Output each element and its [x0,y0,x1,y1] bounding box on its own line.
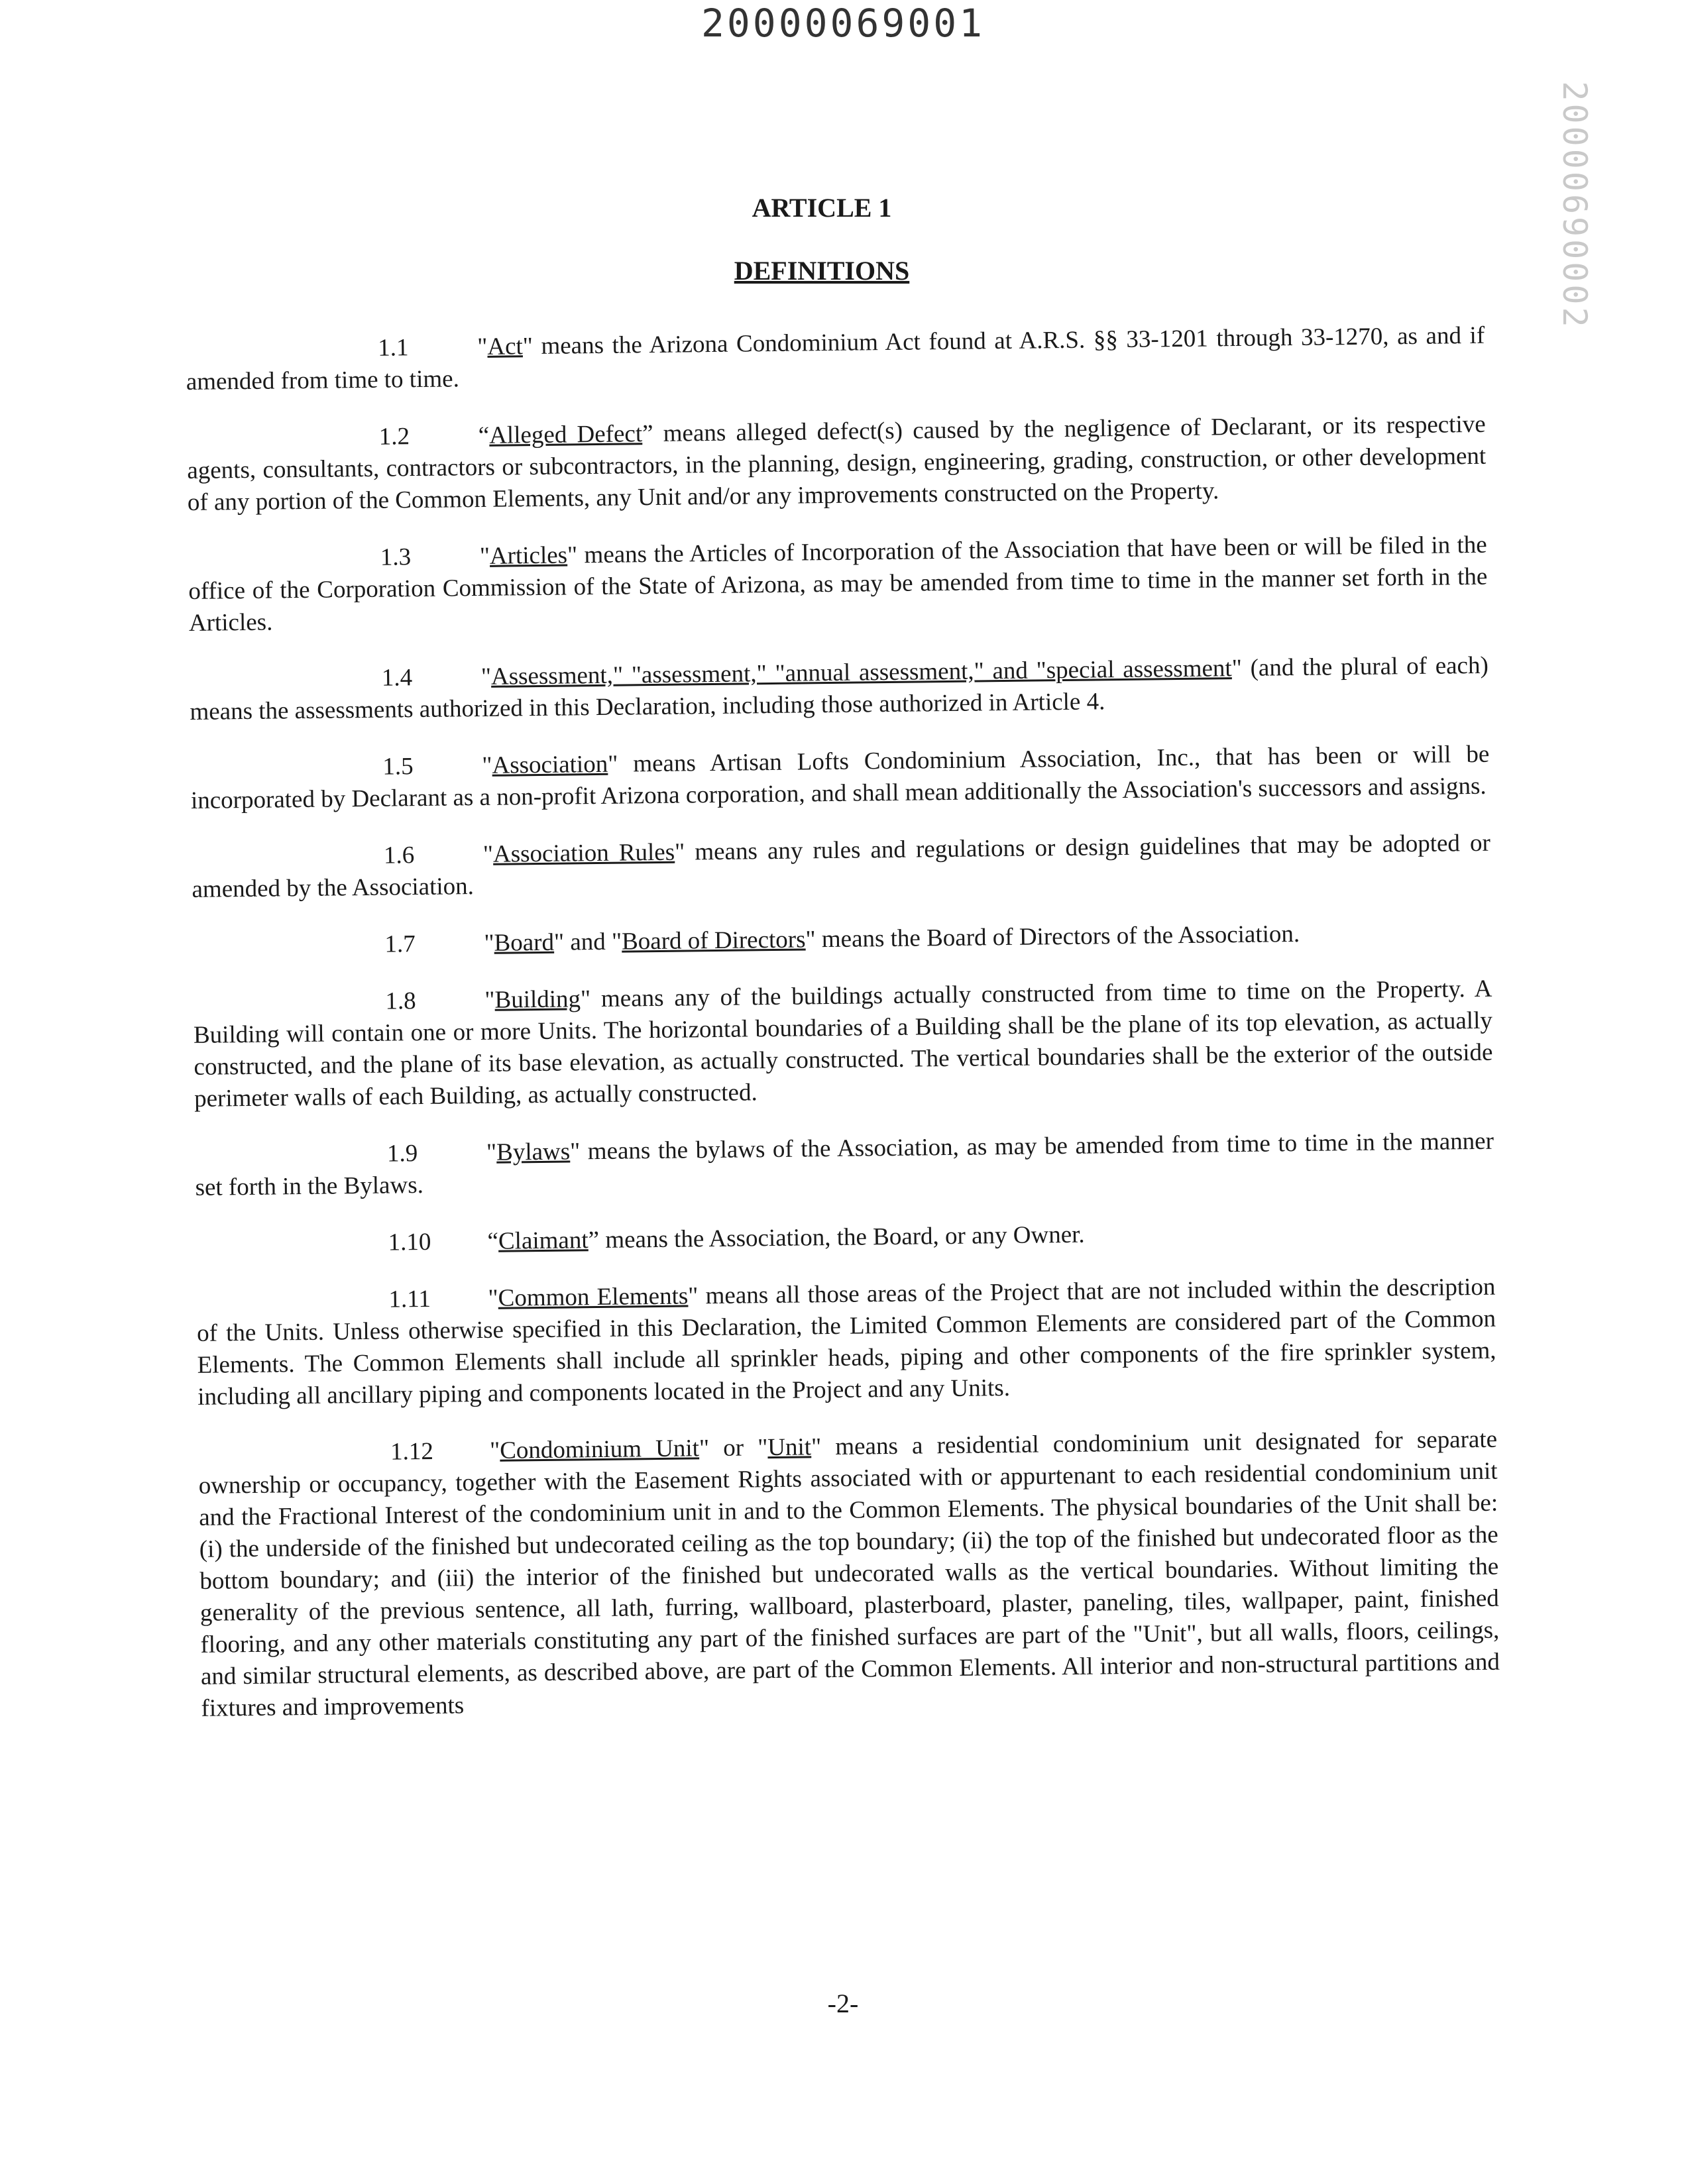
document-number: 20000069001 [701,1,985,46]
definition-term: Articles [489,541,568,570]
definition-item: 1.11 "Common Elements" means all those areas of the Project that are not included within the description of the Units. Unless otherwise specified in this Declaration, the Limited Common Elements are considered part of the Common Elements. The Common Elements shall include all sprinkler heads, piping and other components of the fire sprinkler system, including all ancillary piping and components located in the Project and any Units. [196,1273,1496,1411]
definition-term: Association Rules [492,838,675,868]
page-number: -2- [827,1989,859,2018]
definition-item: 1.8 "Building" means any of the buildings actually constructed from time to time on the Property. A Building will contain one or more Units. The horizontal boundaries of a Building shall be the plane of its top elevation, as actually constructed, and the plane of its base elevation, as actually constructed. The vertical boundaries shall be the exterior of the outside perimeter walls of each Building, as actually constructed. [193,975,1493,1113]
definition-term: Claimant [498,1227,589,1255]
definition-text: (and the plural of each) means the assessments authorized in this Declaration, including those authorized in Article 4. [190,651,1489,726]
definition-number: 1.10 [388,1228,431,1256]
side-stamp-text: 20000690002 [1555,81,1594,330]
definition-term: Building [494,985,581,1014]
definitions-list [186,320,1500,1750]
article-title: ARTICLE 1 [752,193,892,223]
definition-text: means the Association, the Board, or any Owner. [598,1221,1085,1254]
definition-term: Board [494,928,555,957]
definition-text: means Artisan Lofts Condominium Association, Inc., that has been or will be incorporated by Declarant as a non-profit Arizona corporation, and shall mean additionally the Association's successors and assigns. [190,740,1490,814]
definition-number: 1.7 [384,930,416,958]
definition-number: 1.11 [388,1285,431,1313]
definition-text: means any rules and regulations or design guidelines that may be adopted or amended by the Association. [192,829,1491,903]
definition-term: Association [492,750,608,779]
definition-number: 1.8 [385,987,416,1015]
definition-item: 1.3 "Articles" means the Articles of Incorporation of the Association that have been or will be filed in the office of the Corporation Commission of the State of Arizona, as may be amended from time to time in the manner set forth in the Articles. [188,531,1488,637]
definition-item: 1.12 "Condominium Unit" or "Unit" means a residential condominium unit designated for separate ownership or occupancy, together with the Easement Rights associated with or appurtenant to each residential condominium unit and the Fractional Interest of the condominium unit in and to the Common Elements. The physical boundaries of the Unit shall be: (i) the underside of the finished but undecorated ceiling as the top boundary; (ii) the top of the finished but undecorated floor as the bottom boundary; and (iii) the interior of the finished but undecorated walls as the vertical boundaries. Without limiting the generality of the previous sentence, all lath, furring, wallboard, plasterboard, plaster, paneling, tiles, wallpaper, paint, finished flooring, and any other materials constituting any part of the finished surfaces are part of the "Unit", but all walls, floors, ceilings, and similar structural elements, as described above, are part of the Common Elements. All interior and non-structural partitions and fixtures and improvements [198,1425,1500,1722]
definition-item: 1.1 "Act" means the Arizona Condominium Act found at A.R.S. §§ 33-1201 through 33-1270, as and if amended from time to time. [186,321,1485,396]
definition-term: Condominium Unit [500,1435,700,1464]
definition-number: 1.4 [381,664,413,692]
section-heading: DEFINITIONS [734,256,910,286]
definition-text: means the Board of Directors of the Association. [815,920,1300,954]
definition-text: means all those areas of the Project that are not included within the description of the Units. Unless otherwise specified in this Declaration, the Limited Common Elements are considered part of the Common Elements. The Common Elements shall include all sprinkler heads, piping and other components of the fire sprinkler system, including all ancillary piping and components located in the Project and any Units. [196,1273,1496,1411]
definition-number: 1.5 [382,753,414,781]
definition-term: Alleged Defect [488,420,643,449]
definition-term: Common Elements [498,1282,689,1312]
definition-text: means any of the buildings actually constructed from time to time on the Property. A Building will contain one or more Units. The horizontal boundaries of a Building shall be the plane of its top elevation, as actually constructed, and the plane of its base elevation, as actually constructed. The vertical boundaries shall be the exterior of the outside perimeter walls of each Building, as actually constructed. [193,975,1493,1113]
definition-number: 1.6 [383,842,415,869]
definition-text: means the bylaws of the Association, as may be amended from time to time in the manner set forth in the Bylaws. [195,1127,1494,1201]
definition-number: 1.1 [378,334,409,362]
definition-number: 1.2 [378,423,410,451]
definition-number: 1.12 [390,1437,434,1466]
definition-text: means a residential condominium unit designated for separate ownership or occupancy, together with the Easement Rights associated with or appurtenant to each residential condominium unit and the Fractional Interest of the condominium unit in and to the Common Elements. The physical boundaries of the Unit shall be: (i) the underside of the finished but undecorated ceiling as the top boundary; (ii) the top of the finished but undecorated floor as the bottom boundary; and (iii) the interior of the finished but undecorated walls as the vertical boundaries. Without limiting the generality of the previous sentence, all lath, furring, wallboard, plasterboard, plaster, paneling, tiles, wallpaper, paint, finished flooring, and any other materials constituting any part of the finished surfaces are part of the "Unit", but all walls, floors, ceilings, and similar structural elements, as described above, are part of the Common Elements. All interior and non-structural partitions and fixtures and improvements [198,1425,1500,1722]
definition-term: Board of Directors [621,926,806,956]
definition-item: 1.9 "Bylaws" means the bylaws of the Association, as may be amended from time to time in the manner set forth in the Bylaws. [195,1127,1494,1201]
definition-term: Bylaws [496,1138,571,1166]
definition-text: means alleged defect(s) caused by the negligence of Declarant, or its respective agents, consultants, contractors or subcontractors, in the planning, design, engineering, grading, construction, or other development of any portion of the Common Elements, any Unit and/or any improvements constructed on the Property. [187,410,1487,516]
definition-term: Unit [767,1433,812,1462]
definition-item: 1.6 "Association Rules" means any rules and regulations or design guidelines that may be adopted or amended by the Association. [192,829,1491,903]
definition-term: Act [487,333,524,360]
definition-term: Assessment," "assessment," "annual assessment," and "special assessment [490,655,1232,690]
definition-number: 1.9 [386,1140,418,1168]
definition-item: 1.4 "Assessment," "assessment," "annual assessment," and "special assessment" (and the plural of each) means the assessments authorized in this Declaration, including those authorized in Article 4. [190,651,1489,726]
definition-text: means the Arizona Condominium Act found at A.R.S. §§ 33-1201 through 33-1270, as and if amended from time to time. [186,321,1485,396]
definition-item: 1.10 “Claimant” means the Association, the Board, or any Owner. [196,1215,1494,1261]
definition-text: means the Articles of Incorporation of the Association that have been or will be filed in the office of the Corporation Commission of the State of Arizona, as may be amended from time to time in the manner set forth in the Articles. [188,531,1488,637]
definition-item: 1.2 “Alleged Defect” means alleged defect(s) caused by the negligence of Declarant, or its respective agents, consultants, contractors or subcontractors, in the planning, design, engineering, grading, construction, or other development of any portion of the Common Elements, any Unit and/or any improvements constructed on the Property. [187,410,1487,516]
definition-item: 1.7 "Board" and "Board of Directors" means the Board of Directors of the Association. [192,916,1491,963]
definition-item: 1.5 "Association" means Artisan Lofts Condominium Association, Inc., that has been or will be incorporated by Declarant as a non-profit Arizona corporation, and shall mean additionally the Association's successors and assigns. [190,740,1490,814]
definition-number: 1.3 [380,543,412,571]
